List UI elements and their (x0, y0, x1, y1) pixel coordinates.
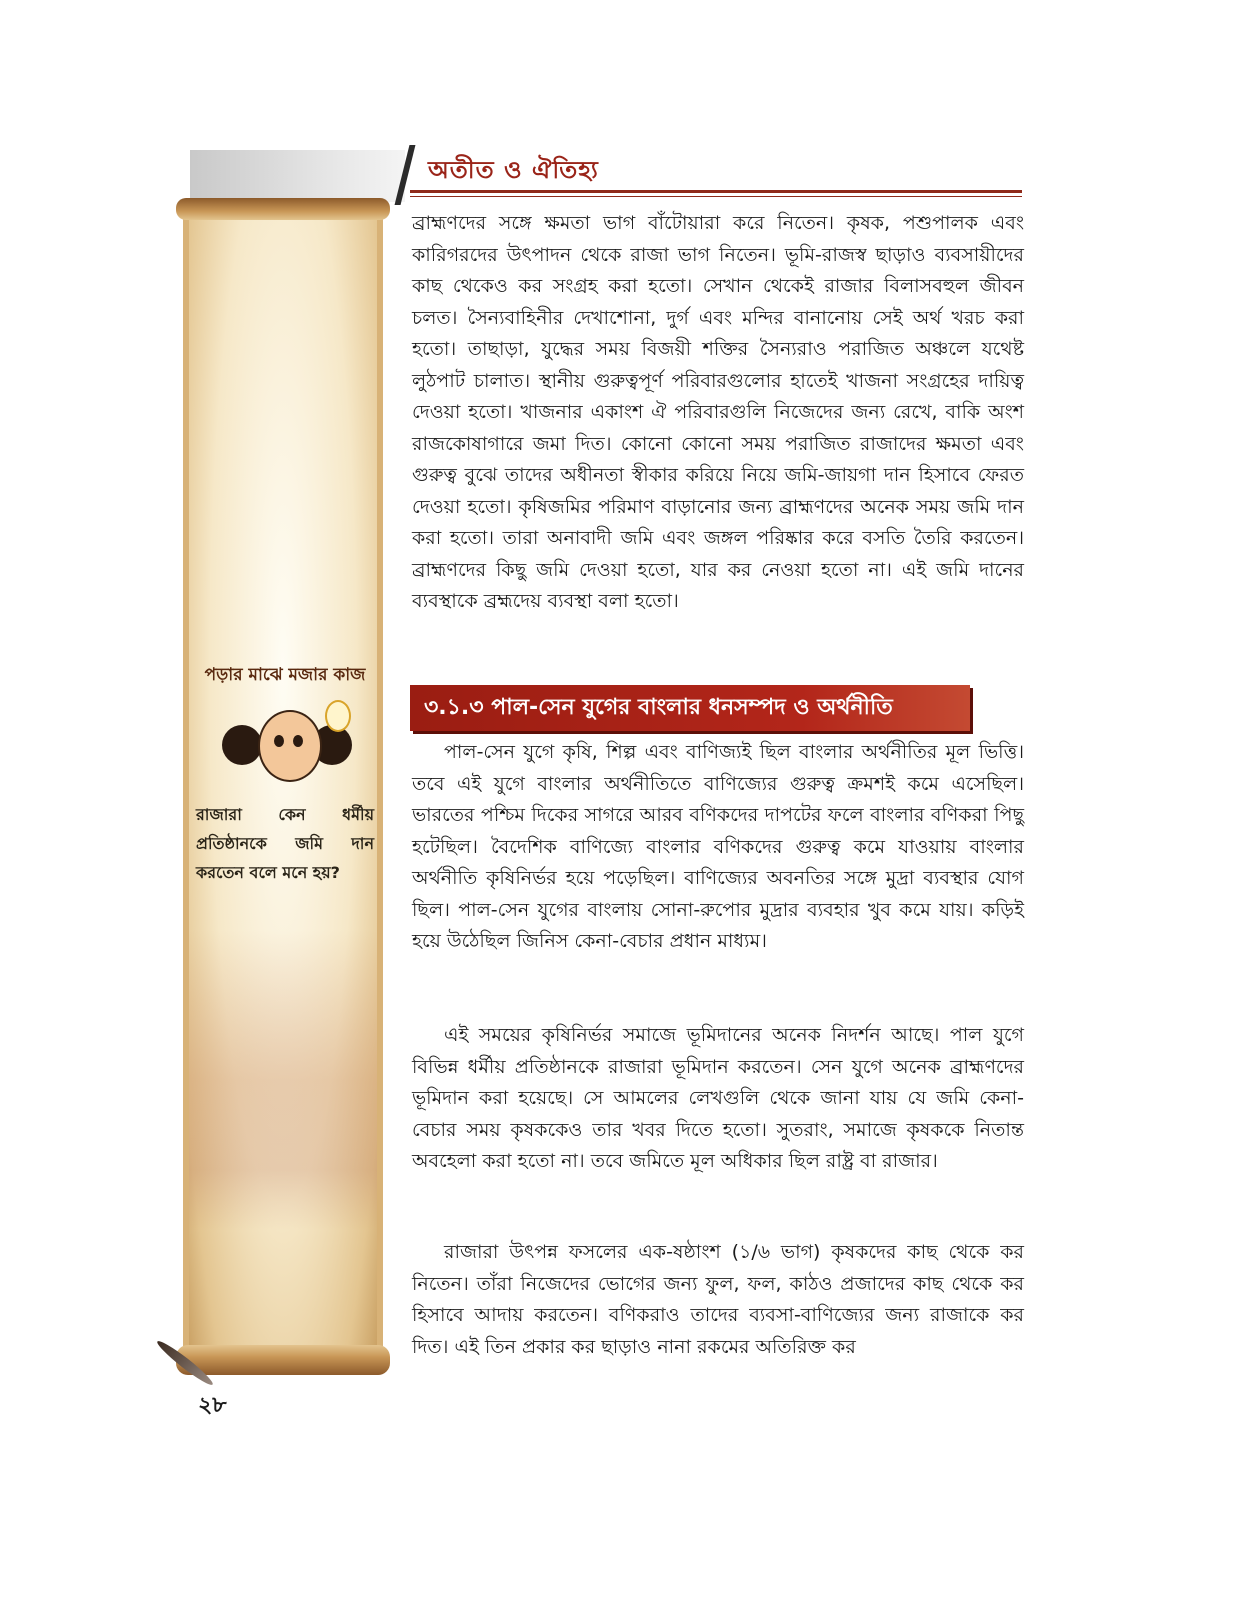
cartoon-girl-icon (258, 710, 322, 782)
lightbulb-icon (325, 700, 351, 732)
paragraph-4: রাজারা উৎপন্ন ফসলের এক-ষষ্ঠাংশ (১/৬ ভাগ) কৃষকদের কাছ থেকে কর নিতেন। তাঁরা নিজেদের ভোগের জন্য ফুল, ফল, কাঠও প্রজাদের কাছ থেকে কর হিসাবে আদায় করতেন। বণিকরাও তাদের ব্যবসা-বাণিজ্যের জন্য রাজাকে কর দিত। এই তিন প্রকার কর ছাড়াও নানা রকমের অতিরিক্ত কর (412, 1241, 1024, 1358)
cartoon-hair-left (222, 725, 262, 765)
paragraph-1: ব্রাহ্মণদের সঙ্গে ক্ষমতা ভাগ বাঁটোয়ারা করে নিতেন। কৃষক, পশুপালক এবং কারিগরদের উৎপাদন থেকে রাজা ভাগ নিতেন। ভূমি-রাজস্ব ছাড়াও ব্যবসায়ীদের কাছ থেকেও কর সংগ্রহ করা হতো। সেখান থেকেই রাজার বিলাসবহুল জীবন চলত। সৈন্যবাহিনীর দেখাশোনা, দুর্গ এবং মন্দির বানানোয় সেই অর্থ খরচ করা হতো। তাছাড়া, যুদ্ধের সময় বিজয়ী শক্তির সৈন্যরাও পরাজিত অঞ্চলে যথেষ্ট লুঠপাট চালাত। স্থানীয় গুরুত্বপূর্ণ পরিবারগুলোর হাতেই খাজনা সংগ্রহের দায়িত্ব দেওয়া হতো। খাজনার একাংশ ঐ পরিবারগুলি নিজেদের জন্য রেখে, বাকি অংশ রাজকোষাগারে জমা দিত। কোনো কোনো সময় পরাজিত রাজাদের ক্ষমতা এবং গুরুত্ব বুঝে তাদের অধীনতা স্বীকার করিয়ে নিয়ে জমি-জায়গা দান হিসাবে ফেরত দেওয়া হতো। কৃষিজমির পরিমাণ বাড়ানোর জন্য ব্রাহ্মণদের অনেক সময় জমি দান করা হতো। তারা অনাবাদী জমি এবং জঙ্গল পরিষ্কার করে বসতি তৈরি করতেন। ব্রাহ্মণদের কিছু জমি দেওয়া হতো, যার কর নেওয়া হতো না। এই জমি দানের ব্যবস্থাকে ব্রহ্মদেয় ব্যবস্থা বলা হতো। (412, 212, 1024, 612)
cartoon-eye-left (274, 735, 284, 747)
header-rule (410, 190, 1022, 197)
page-number: ২৮ (198, 1393, 227, 1418)
paragraph-3: এই সময়ের কৃষিনির্ভর সমাজে ভূমিদানের অনেক নিদর্শন আছে। পাল যুগে বিভিন্ন ধর্মীয় প্রতিষ্ঠানকে রাজারা ভূমিদান করতেন। সেন যুগে অনেক ব্রাহ্মণদের ভূমিদান করা হয়েছে। সে আমলের লেখগুলি থেকে জানা যায় যে জমি কেনা-বেচার সময় কৃষককেও তার খবর দিতে হতো। সুতরাং, সমাজে কৃষককে নিতান্ত অবহেলা করা হতো না। তবে জমিতে মূল অধিকার ছিল রাষ্ট্র বা রাজার। (412, 1024, 1024, 1172)
scroll-bottom-roll (176, 1345, 390, 1375)
scroll-top-roll (176, 198, 390, 220)
cartoon-eye-right (293, 735, 303, 747)
book-title: অতীত ও ঐতিহ্য (428, 155, 599, 184)
sidebar-question: রাজারা কেন ধর্মীয় প্রতিষ্ঠানকে জমি দান করতেন বলে মনে হয়? (196, 805, 374, 882)
activity-badge: পড়ার মাঝে মজার কাজ (204, 665, 366, 685)
faded-illustration (189, 930, 377, 1230)
section-heading: ৩.১.৩ পাল-সেন যুগের বাংলার ধনসম্পদ ও অর্থনীতি (410, 685, 970, 731)
paragraph-2: পাল-সেন যুগে কৃষি, শিল্প এবং বাণিজ্যই ছিল বাংলার অর্থনীতির মূল ভিত্তি। তবে এই যুগে বাংলার অর্থনীতিতে বাণিজ্যের গুরুত্ব ক্রমশই কমে এসেছিল। ভারতের পশ্চিম দিকের সাগরে আরব বণিকদের দাপটের ফলে বাংলার বণিকরা পিছু হটেছিল। বৈদেশিক বাণিজ্যে বাংলার বণিকদের গুরুত্ব কমে যাওয়ায় বাংলার অর্থনীতি কৃষিনির্ভর হয়ে পড়েছিল। বাণিজ্যের অবনতির সঙ্গে মুদ্রা ব্যবস্থার যোগ ছিল। পাল-সেন যুগের বাংলায় সোনা-রুপোর মুদ্রার ব্যবহার খুব কমে যায়। কড়িই হয়ে উঠেছিল জিনিস কেনা-বেচার প্রধান মাধ্যম। (412, 741, 1024, 952)
header-gray-bar (190, 150, 405, 202)
